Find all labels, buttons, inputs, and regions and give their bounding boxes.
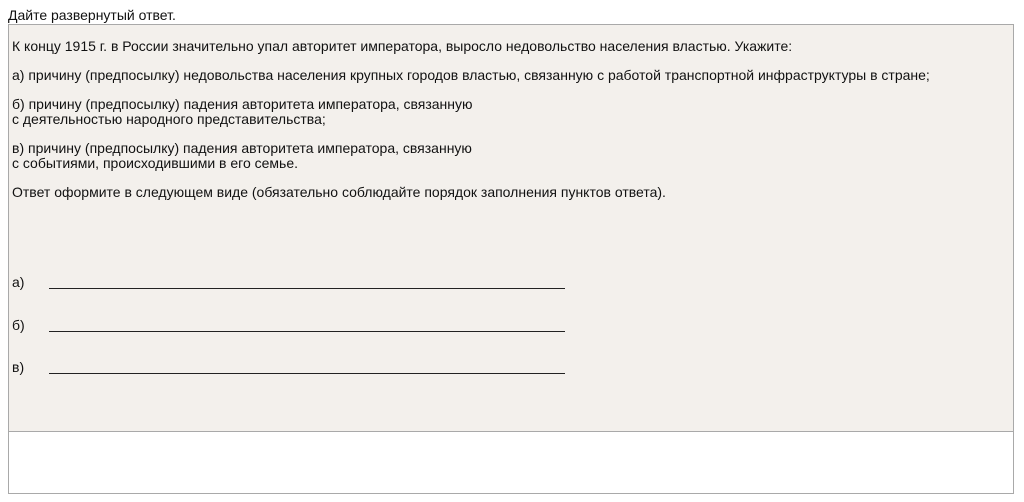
answer-letter-b: б) [12, 317, 25, 333]
answer-underline-c [49, 373, 565, 374]
task-item-c [12, 141, 1002, 171]
answer-underline-b [49, 331, 565, 332]
task-item-b-line1: б) причину (предпосылку) падения авторитета императора, связанную [12, 96, 473, 112]
task-format-note: Ответ оформите в следующем виде (обязательно соблюдайте порядок заполнения пунктов ответа). [12, 184, 666, 200]
answer-letter-a: а) [12, 274, 25, 290]
task-instruction: Дайте развернутый ответ. [8, 7, 176, 23]
task-card [8, 24, 1014, 432]
task-item-b [12, 97, 1002, 127]
answer-template-row-c [12, 359, 572, 379]
task-item-b-line2: с деятельностью народного представительства; [12, 111, 326, 127]
answer-template-row-b [12, 317, 572, 337]
answer-template-row-a [12, 274, 572, 294]
task-item-a: а) причину (предпосылку) недовольства населения крупных городов властью, связанную с работой транспортной инфраструктуры в стране; [12, 67, 930, 83]
answer-underline-a [49, 288, 565, 289]
task-text [12, 39, 1002, 214]
task-item-c-line2: с событиями, происходившими в его семье. [12, 155, 299, 171]
task-item-c-line1: в) причину (предпосылку) падения авторитета императора, связанную [12, 140, 472, 156]
answer-input-area[interactable] [8, 432, 1014, 494]
task-intro: К концу 1915 г. в России значительно упал авторитет императора, выросло недовольство населения властью. Укажите: [12, 38, 793, 54]
answer-letter-c: в) [12, 359, 25, 375]
